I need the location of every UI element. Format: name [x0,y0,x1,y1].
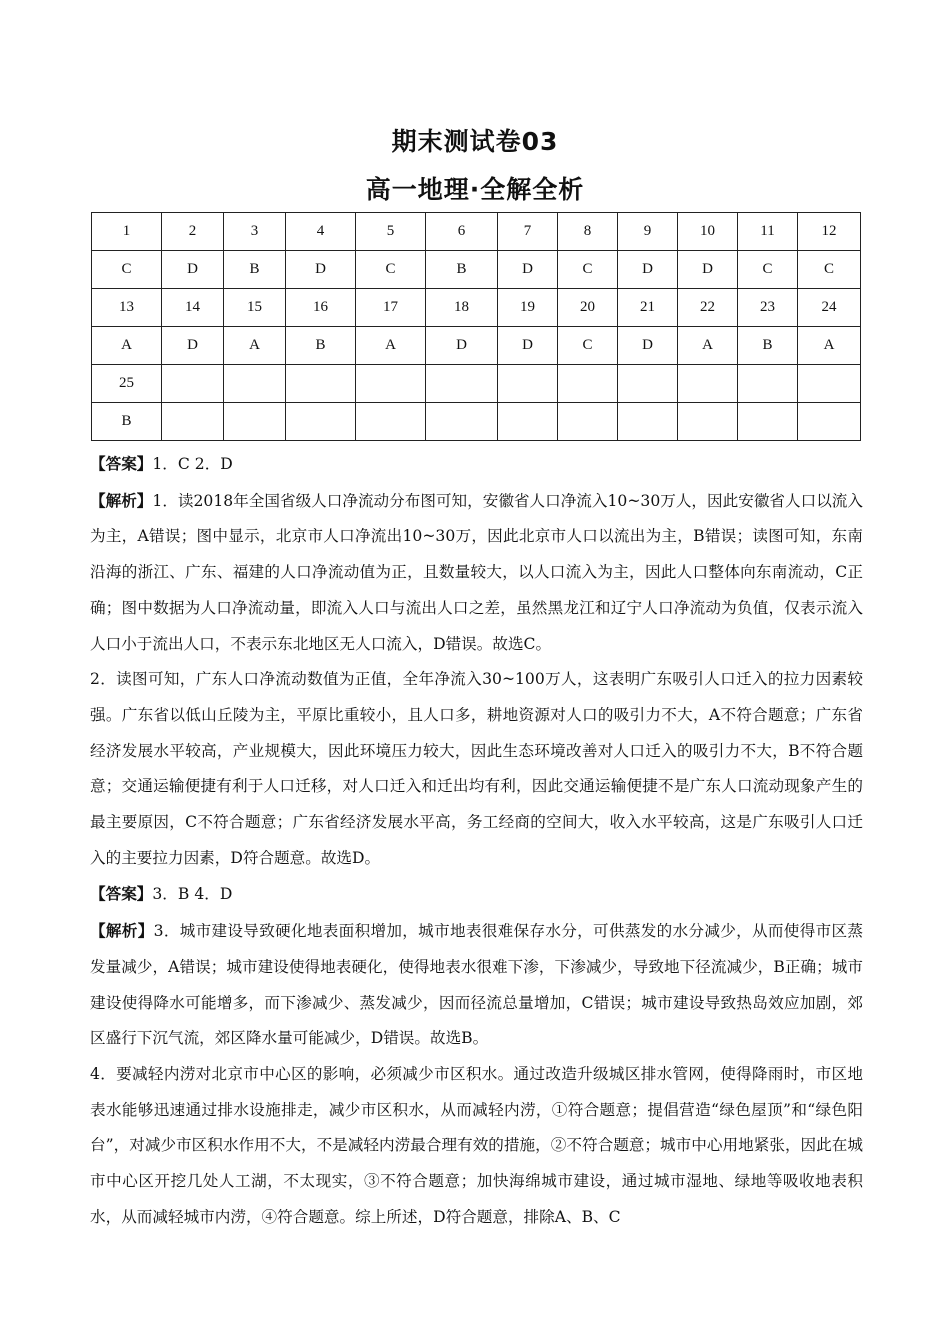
table-cell [162,403,224,441]
table-cell [738,365,798,403]
table-cell: D [162,327,224,365]
page-title: 期末测试卷03 [391,127,559,156]
table-cell: A [356,327,426,365]
table-cell: D [498,251,558,289]
table-row [92,403,861,441]
table-cell: B [426,251,498,289]
table-cell [498,365,558,403]
table-cell: 25 [92,365,162,403]
table-cell: D [678,251,738,289]
table-cell [798,365,861,403]
table-cell: 7 [498,213,558,251]
table-cell: 4 [286,213,356,251]
table-cell: D [498,327,558,365]
table-row [92,365,861,403]
table-cell: D [162,251,224,289]
table-cell: 24 [798,289,861,327]
table-cell: 10 [678,213,738,251]
table-cell: A [224,327,286,365]
table-cell: D [286,251,356,289]
table-cell: 22 [678,289,738,327]
table-cell: C [92,251,162,289]
answer-line: 【答案】3．B 4．D [90,884,233,904]
solution-body [90,446,863,1235]
table-cell: 19 [498,289,558,327]
table-cell [426,403,498,441]
answer-table [91,212,861,441]
table-cell: A [798,327,861,365]
table-cell [162,365,224,403]
table-cell: C [798,251,861,289]
table-cell: C [558,327,618,365]
table-row [92,251,861,289]
table-cell: B [286,327,356,365]
table-cell: 13 [92,289,162,327]
table-cell [678,403,738,441]
table-cell: B [738,327,798,365]
table-cell: 14 [162,289,224,327]
table-cell [224,365,286,403]
answer-line: 【答案】1．C 2．D [90,454,233,473]
table-cell: 23 [738,289,798,327]
table-cell: B [224,251,286,289]
table-cell: C [558,251,618,289]
table-cell: C [356,251,426,289]
table-cell [356,365,426,403]
table-cell: 8 [558,213,618,251]
table-cell [286,403,356,441]
table-cell: 17 [356,289,426,327]
table-cell [798,403,861,441]
table-cell [618,403,678,441]
table-row [92,289,861,327]
table-cell [558,365,618,403]
table-row [92,327,861,365]
table-cell: 1 [92,213,162,251]
table-cell: B [92,403,162,441]
table-cell [558,403,618,441]
table-cell: C [738,251,798,289]
table-cell [498,403,558,441]
table-cell [286,365,356,403]
table-cell: 18 [426,289,498,327]
table-cell [618,365,678,403]
analysis-paragraph: 【解析】1．读2018年全国省级人口净流动分布图可知，安徽省人口净流入10~30万人，因此安徽省人口以流入为主，A错误；图中显示，北京市人口净流出10~30万，因此北京市人口以流出为主，B错误；读图可知，东南沿海的浙江、广东、福建的人口净流动值为正，且数量较大，以人口流入为主，因此人口整体向东南流动，C正确；图中数据为人口净流动量，即流入人口与流出人口之差，虽然黑龙江和辽宁人口净流动为负值，仅表示流入人口小于流出人口，不表示东北地区无人口流入，D错误。故选C。 [90,490,863,653]
table-cell: 20 [558,289,618,327]
analysis-paragraph: 【解析】3．城市建设导致硬化地表面积增加，城市地表很难保存水分，可供蒸发的水分减少，从而使得市区蒸发量减少，A错误；城市建设使得地表硬化，使得地表水很难下渗，下渗减少，导致地下径流减少，B正确；城市建设使得降水可能增多，而下渗减少、蒸发减少，因而径流总量增加，C错误；城市建设导致热岛效应加剧，郊区盛行下沉气流，郊区降水量可能减少，D错误。故选B。 [90,921,863,1048]
table-cell: 12 [798,213,861,251]
table-cell: 6 [426,213,498,251]
table-cell [678,365,738,403]
page-subtitle: 高一地理·全解全析 [365,175,585,204]
table-cell: 11 [738,213,798,251]
table-cell: 3 [224,213,286,251]
table-cell: D [618,251,678,289]
table-cell [738,403,798,441]
table-cell: 21 [618,289,678,327]
table-cell: 9 [618,213,678,251]
table-cell: D [618,327,678,365]
table-row [92,213,861,251]
table-cell [426,365,498,403]
table-cell: 5 [356,213,426,251]
table-cell [224,403,286,441]
table-cell: A [92,327,162,365]
analysis-paragraph: 2．读图可知，广东人口净流动数值为正值，全年净流入30~100万人，这表明广东吸引人口迁入的拉力因素较强。广东省以低山丘陵为主，平原比重较小，且人口多，耕地资源对人口的吸引力不大，A不符合题意；广东省经济发展水平较高，产业规模大，因此环境压力较大，因此生态环境改善对人口迁入的吸引力不大，B不符合题意；交通运输便捷有利于人口迁移，对人口迁入和迁出均有利，因此交通运输便捷不是广东人口流动现象产生的最主要原因，C不符合题意；广东省经济发展水平高，务工经商的空间大，收入水平较高，这是广东吸引人口迁入的主要拉力因素，D符合题意。故选D。 [90,670,863,867]
table-cell: D [426,327,498,365]
analysis-paragraph: 4．要减轻内涝对北京市中心区的影响，必须减少市区积水。通过改造升级城区排水管网，使得降雨时，市区地表水能够迅速通过排水设施排走，减少市区积水，从而减轻内涝，①符合题意；提倡营造“绿色屋顶”和“绿色阳台”，对减少市区积水作用不大，不是减轻内涝最合理有效的措施，②不符合题意；城市中心用地紧张，因此在城市中心区开挖几处人工湖，不太现实，③不符合题意；加快海绵城市建设，通过城市湿地、绿地等吸收地表积水，从而减轻城市内涝，④符合题意。综上所述，D符合题意，排除A、B、C [90,1064,863,1226]
table-cell: 16 [286,289,356,327]
table-cell [356,403,426,441]
table-cell: 2 [162,213,224,251]
table-cell: 15 [224,289,286,327]
table-cell: A [678,327,738,365]
